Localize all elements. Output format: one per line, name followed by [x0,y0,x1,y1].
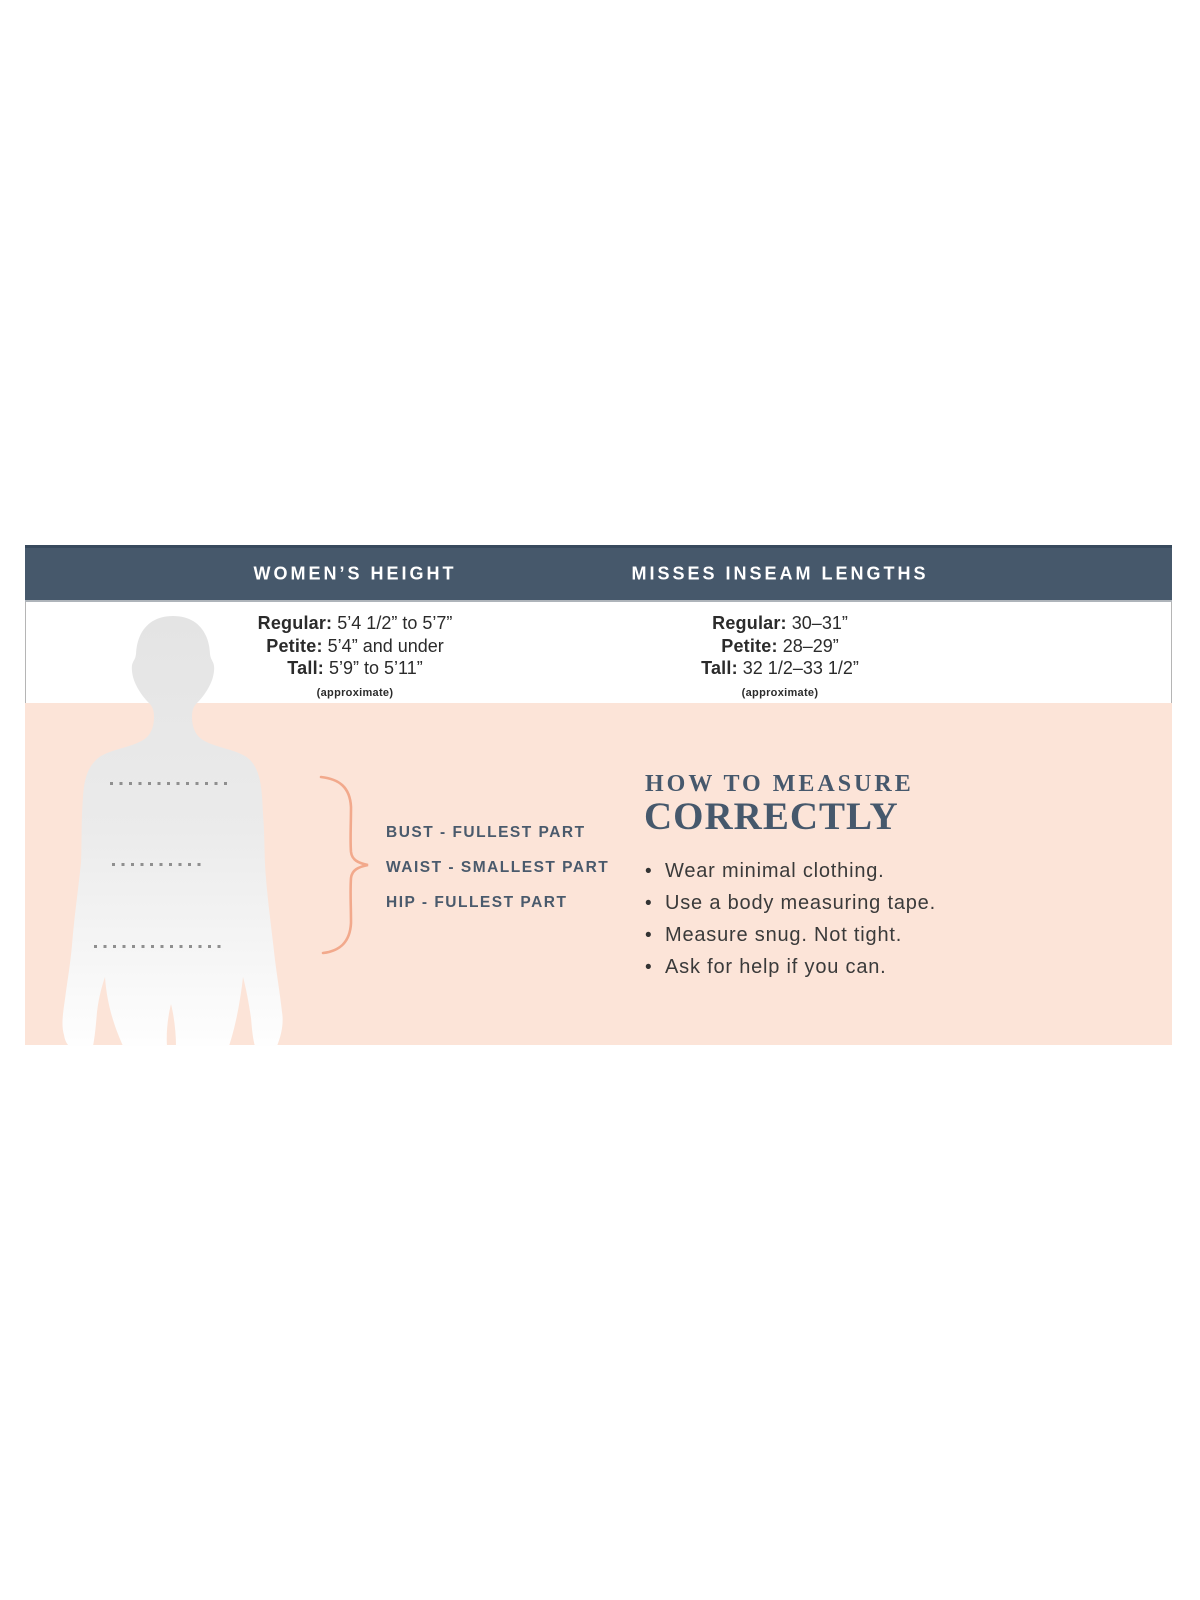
height-regular-value: 5’4 1/2” to 5’7” [337,613,453,633]
height-tall-value: 5’9” to 5’11” [328,658,423,678]
tip-ask-for-help [645,956,936,988]
waist-label: WAIST - SMALLEST PART [386,859,610,876]
hip-dotted-line [94,945,225,948]
inseam-tall-value: 32 1/2–33 1/2” [742,658,859,678]
inseam-regular-value: 30–31” [791,613,848,633]
table-header-bar [25,545,1172,602]
tip-measure-snug [645,924,936,956]
height-petite-value: 5’4” and under [327,635,444,656]
bust-dotted-line [110,782,229,785]
inseam-tall-row [480,657,1080,680]
curly-brace-icon [314,774,376,956]
waist-dotted-line [112,863,207,866]
inseam-approximate-note: (approximate) [741,686,819,699]
tip-text: Wear minimal clothing. [665,860,885,882]
bullet-icon: • [645,893,653,914]
tip-text: Ask for help if you can. [665,956,887,978]
hip-label: HIP - FULLEST PART [386,894,568,911]
how-to-measure-heading: HOW TO MEASURE [645,771,914,797]
height-approximate-note: (approximate) [316,686,394,699]
bust-label: BUST - FULLEST PART [386,824,586,841]
inseam-regular-row [480,612,1080,635]
bullet-icon: • [645,925,653,946]
tip-wear-minimal-clothing [645,860,936,892]
tip-text: Use a body measuring tape. [665,892,936,914]
tip-text: Measure snug. Not tight. [665,924,903,946]
measure-tips-list [645,860,936,988]
female-body-silhouette-icon [49,616,299,1046]
height-regular-label: Regular: [257,613,333,633]
inseam-regular-label: Regular: [712,613,787,633]
inseam-tall-label: Tall: [701,658,738,678]
correctly-heading: CORRECTLY [644,795,899,838]
height-tall-label: Tall: [287,658,324,678]
womens-height-header: WOMEN’S HEIGHT [253,563,457,584]
inseam-info [480,612,1080,704]
bullet-icon: • [645,861,653,882]
inseam-petite-value: 28–29” [782,635,839,656]
height-petite-label: Petite: [266,635,323,656]
inseam-petite-row [480,635,1080,658]
inseam-petite-label: Petite: [721,635,778,656]
misses-inseam-header: MISSES INSEAM LENGTHS [631,563,929,584]
tip-use-measuring-tape [645,892,936,924]
bullet-icon: • [645,957,653,978]
